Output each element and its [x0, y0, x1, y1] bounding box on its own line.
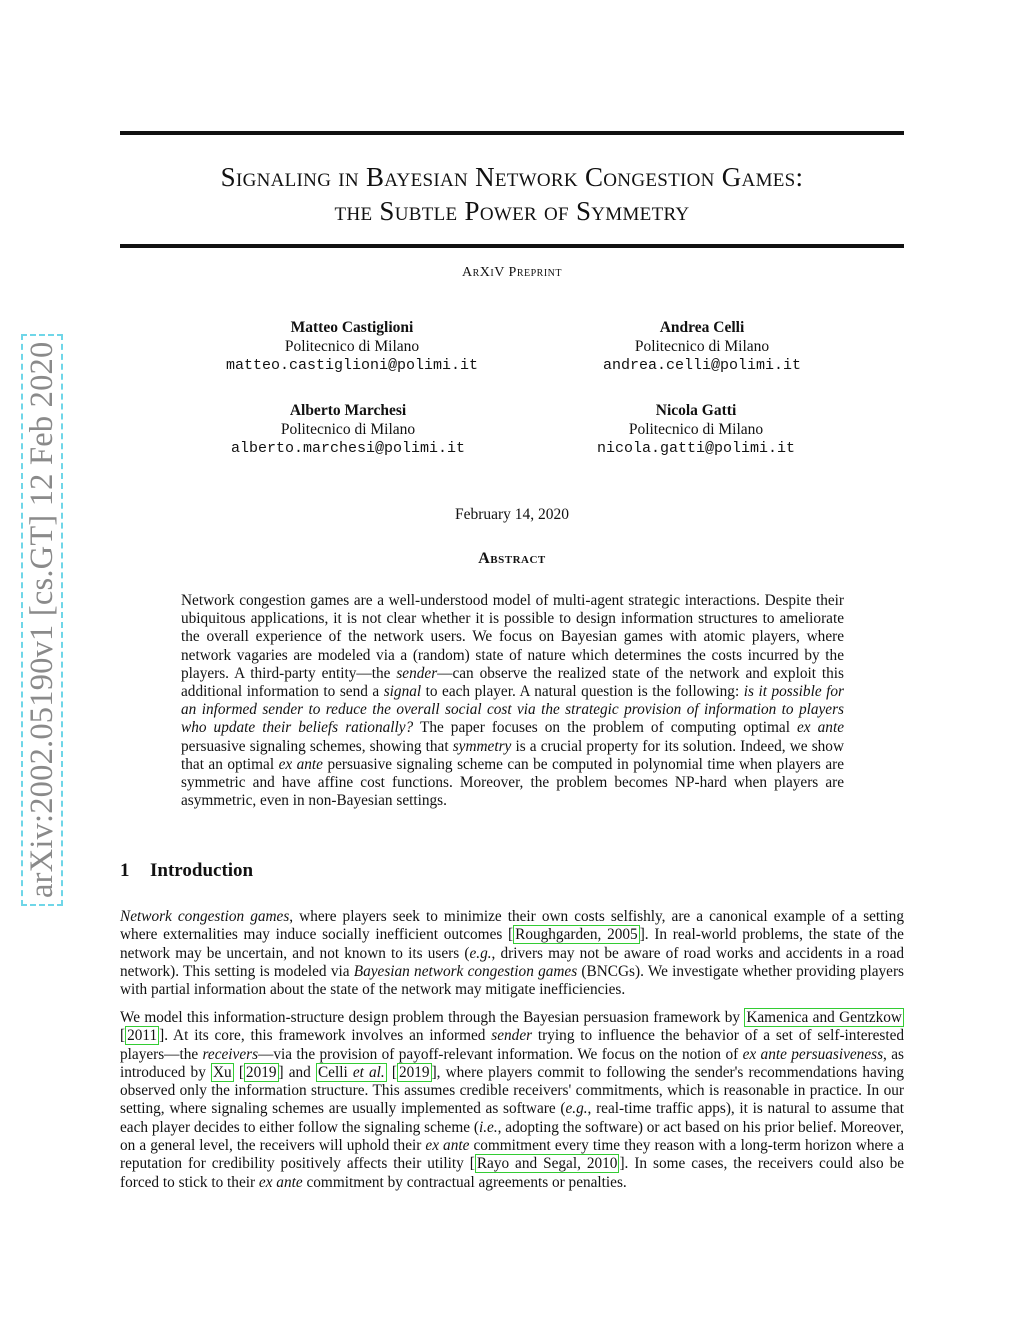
author-affiliation: Politecnico di Milano: [628, 421, 764, 438]
abstract-heading: Abstract: [478, 550, 546, 567]
paper-title-line-2: the Subtle Power of Symmetry: [334, 196, 690, 226]
author-email[interactable]: matteo.castiglioni@polimi.it: [225, 357, 479, 374]
author-email[interactable]: alberto.marchesi@polimi.it: [230, 440, 466, 457]
abstract-body: Network congestion games are a well-understood model of multi-agent strategic interactions. Despite their ubiquitous applications, it is not clear whether it is possible to design information structures to ameliorate the overall experience of the network users. We focus on Bayesian games with atomic players, where network vagaries are modeled via a (random) state of nature which determines the costs incurred by the players. A third-party entity—the sender—can observe the realized state of the network and exploit this additional information to send a signal to each player. A natural question is the following: is it possible for an informed sender to reduce the overall social cost via the strategic provision of information to players who update their beliefs rationally? The paper focuses on the problem of computing optimal ex ante persuasive signaling schemes, showing that symmetry is a crucial property for its solution. Indeed, we show that an optimal ex ante persuasive signaling scheme can be computed in polynomial time when players are symmetric and have affine cost functions. Moreover, the problem becomes NP-hard when players are asymmetric, even in non-Bayesian settings.: [181, 592, 845, 810]
author-block: [168, 401, 528, 458]
citation-link[interactable]: Kamenica and Gentzkow: [746, 1009, 902, 1026]
arxiv-identifier-stamp: arXiv:2002.05190v1 [cs.GT] 12 Feb 2020: [21, 334, 63, 906]
author-name: Nicola Gatti: [655, 402, 737, 419]
citation-link[interactable]: Xu: [212, 1063, 232, 1081]
author-name: Alberto Marchesi: [289, 402, 407, 419]
citation-link[interactable]: Rayo and Segal, 2010: [476, 1155, 618, 1173]
intro-paragraph-2: We model this information-structure design problem through the Bayesian persuasion framework by Kamenica and Gentzkow [ 2011 ]. At its core, this framework involves an informed sender trying to influence the behavior of a set of self-interested players—the receivers—via the provision of payoff-relevant information. We focus on the notion of ex ante persuasiveness, as introduced by Xu [ 2019 ] and Celli et al. [ 2019 ], where players commit to following the sender's recommendations having observed only the information structure. This assumes credible receivers' commitments, which is reasonable in practice. In our setting, where signaling schemes are usually implemented as software (e.g., real-time traffic apps), it is natural to assume that each player decides to either follow the signaling scheme (i.e., adopting the software) or act based on his prior belief. Moreover, on a general level, the receivers will uphold their ex ante commitment every time they reason with a long-term horizon where a reputation for credibility positively affects their utility [ Rayo and Segal, 2010 ]. In some cases, the receivers could also be forced to stick to their ex ante commitment by contractual agreements or penalties.: [120, 1009, 905, 1191]
citation-link[interactable]: 2011: [127, 1027, 158, 1045]
author-block: [522, 318, 882, 375]
title-bottom-rule: [120, 244, 904, 248]
citation-link[interactable]: 2019: [245, 1063, 277, 1081]
citation-link[interactable]: 2019: [398, 1063, 430, 1081]
paper-title: [120, 160, 904, 228]
author-email[interactable]: nicola.gatti@polimi.it: [596, 440, 796, 457]
preprint-label: ArXiV Preprint: [461, 265, 563, 280]
section-heading-introduction: [120, 860, 253, 882]
citation-link[interactable]: Roughgarden, 2005: [515, 926, 638, 944]
paper-title-line-1: Signaling in Bayesian Network Congestion Games:: [220, 162, 804, 192]
citation-link[interactable]: Celli et al.: [317, 1063, 385, 1081]
author-name: Matteo Castiglioni: [290, 319, 414, 336]
author-block: [516, 401, 876, 458]
author-email[interactable]: andrea.celli@polimi.it: [602, 357, 802, 374]
author-affiliation: Politecnico di Milano: [280, 421, 416, 438]
title-top-rule: [120, 131, 904, 135]
intro-paragraph-1: Network congestion games, where players seek to minimize their own costs selfishly, are a canonical example of a setting where externalities may induce socially inefficient outcomes [ Roughgarden, 2005 ]. In real-world problems, the state of the network may be uncertain, and not known to its users (e.g., drivers may not be aware of road works and accidents in a road network). This setting is modeled via Bayesian network congestion games (BNCGs). We investigate whether providing players with partial information about the state of the network may mitigate inefficiencies.: [120, 908, 905, 999]
author-affiliation: Politecnico di Milano: [634, 338, 770, 355]
author-name: Andrea Celli: [659, 319, 745, 336]
author-affiliation: Politecnico di Milano: [284, 338, 420, 355]
section-number: 1: [120, 860, 130, 881]
section-title: Introduction: [150, 860, 254, 881]
publication-date: February 14, 2020: [454, 506, 570, 523]
author-block: [172, 318, 532, 375]
